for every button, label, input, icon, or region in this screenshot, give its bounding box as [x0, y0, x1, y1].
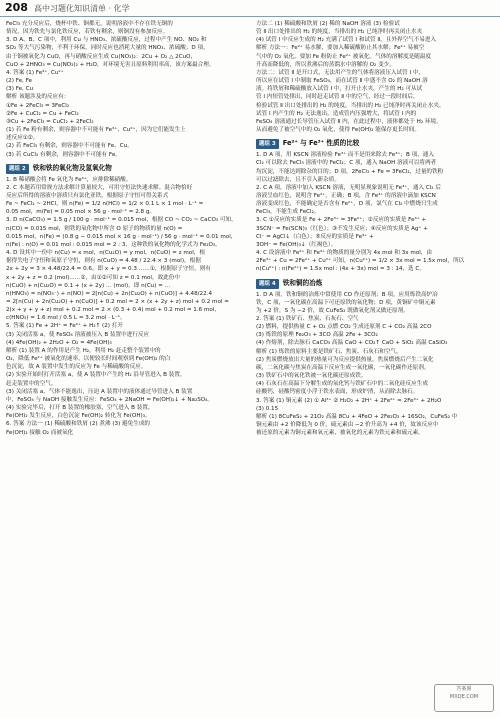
text-line: 情况，因为铁先与氯化铁反应，若铁有剩余，则铜没有参加反应。 [6, 29, 169, 36]
text-line: 气中的 O₂ 氧化，要加 Fe 粉防止 Fe²⁺ 被氧化。气体的溶解度是随温度 [256, 53, 432, 60]
text-line: 溶液变成红色，不能确定是否含有 Fe²⁺，D 项，氯气在 Cl₂ 中燃烧只生成 [256, 201, 438, 208]
text-line: n(Cu²⁺) : n(Fe²⁺) = 1.5x mol : (4x + 3x) mol = 3 : 14，选 C。 [256, 266, 425, 273]
text-line: ②Fe + CuCl₂ = Cu + FeCl₂ [6, 110, 79, 117]
text-line: 据得失电子守恒和氧原子守恒，则有 n(CuO) = 4.48 / 22.4 × 3 (mol)，根据 [6, 258, 201, 265]
text-line: 可以过滤除去，且不引入新杂质。 [256, 176, 340, 183]
text-line: (4) 石灰石在高温下分解生成的氧化钙与铁矿石中的二氧化硅反应生成 [256, 381, 428, 388]
text-line: 4. D 设其中一份中 n(Cu) = x mol，n(Cu₂O) = y mol，n(CuO) = z mol，根 [6, 250, 205, 257]
text-line: 0.015 mol，n(Fe) = (0.8 g − 0.015 mol × 16 g · mol⁻¹) / 56 g · mol⁻¹ = 0.01 mol， [6, 233, 237, 240]
page-number: 208 [5, 1, 28, 14]
text-line: 3SCN⁻ = Fe(SCN)₃（红色）；③不发生反应；④反应的实质是 Ag⁺ + [256, 225, 428, 232]
watermark-line-2: MXQE.COM [449, 694, 479, 700]
text-line: (2) 若 FeCl₃ 有剩余，则容器中不可能有 Fe、Cu。 [6, 143, 133, 150]
section-heading [6, 163, 244, 174]
text-line: (2) 实验开始时打开活塞 a，使 A 装置中产生的 H₂ 沿导管进入 B 装置， [6, 372, 186, 379]
section-heading [256, 138, 494, 149]
text-line: Fe(OH)₂ 发生反应，白色沉淀 Fe(OH)₂ 转化为 Fe(OH)₃。 [6, 413, 151, 420]
text-line: 升高而降低的，所以煮沸后的蒸馏水中溶解的 O₂ 变少。 [256, 61, 395, 68]
text-line: Cl₂ 可以除去 FeCl₃ 溶液中的 FeCl₂；C 项，通入 NaOH 溶液可以将两者 [256, 160, 437, 167]
text-line: c(HNO₃) = 1.6 mol / 0.5 L = 3.2 mol · L⁻¹。 [6, 315, 126, 322]
text-line: (2) 燃料，提供热量 C + O₂ 点燃 CO₂ 生成还原剂 C + CO₂ 高温 2CO [256, 324, 432, 331]
text-line: 从而避免了被空气中的 O₂ 氧化，使得 Fe(OH)₂ 能保存更长时间。 [256, 127, 420, 134]
text-line: 方法二 (1) 稀硫酸和铁屑 (2) 稀的 NaOH 溶液 (3) 检验试 [256, 21, 400, 27]
left-column [6, 20, 244, 437]
text-line: 1. D A 项，铁和铜的冶炼中常使用 CO 作还原剂；B 项，应用炼铁高炉冶 [256, 291, 438, 298]
text-line: (3) 0.15 [256, 405, 279, 412]
text-line: 4. 答案 (1) Fe³⁺, Cu²⁺ [6, 69, 64, 76]
text-line: 为 +2 价，S 为 −2 价，故 CuFeS₂ 既做氧化剂又做还原剂。 [256, 307, 409, 314]
text-line: 2(x + y + y + z) mol + 0.2 mol = 2 × (0.3 + 0.4) mol + 0.2 mol = 1.6 mol， [6, 307, 220, 314]
text-line: (4) 4Fe(OH)₂ + 2H₂O + O₂ = 4Fe(OH)₃ [6, 339, 112, 346]
text-line: Cl⁻ = AgCl↓（白色）；⑤反应的实质是 Fe³⁺ + [256, 233, 374, 240]
text-line: 管 Ⅰ 内短管处排出，同时赶走试管 Ⅱ 中的空气，经过一段时间后， [256, 94, 419, 101]
watermark-stamp [434, 684, 494, 712]
text-line: 所以应在试管 Ⅰ 中制取 FeSO₄，而在试管 Ⅱ 中盛不含 O₂ 的 NaOH 溶 [256, 78, 428, 85]
text-line: 3. 答案 (1) 铜元素 (2) ① Al³⁺ ② H₂O₂ + 2H⁺ + 2Fe²⁺ = 2Fe³⁺ + 2H₂O [256, 397, 442, 404]
section-title: 铁和铜的冶炼 [282, 278, 323, 287]
text-line: FeCl₃ 充分反应后，烧杯中铁、铜都无，说明溶液中不存在铁无铜的 [6, 21, 173, 27]
text-line: 由于铜被氧化为 CuO，再与硝酸反应生成 Cu(NO₃)₂：2Cu + O₂ △ 2CuO， [6, 53, 197, 60]
text-line: n(HNO₃) = n(NO₃⁻) + n(NO) = 2[n(Cu) + 2n(Cu₂O) + n(CuO)] + 4.48/22.4 [6, 290, 213, 297]
text-line: (2) 焦炭燃烧放出大量的热量可为反应提供热量，焦炭燃烧后产生二氧化 [256, 356, 434, 363]
text-line: (3) 关闭活塞 a，使 FeSO₄ 溶液被压入 B 装置中进行反应 [6, 331, 150, 338]
section-tag: 题组 2 [6, 164, 29, 174]
text-line: 5. 答案 (1) Fe + 2H⁺ = Fe²⁺ + H₂↑ (2) 打开 [6, 323, 123, 330]
text-line: n(Fe) : n(O) = 0.01 mol : 0.015 mol = 2 : 3，这种铁的氧化物的化学式为 Fe₂O₃。 [6, 241, 221, 248]
section-title: 铁和铁的氧化物及氢氧化物 [32, 163, 112, 172]
text-line: 溶液呈血红色，说明含 Fe²⁺，正确；B 项，含 Fe³⁺ 的溶液中滴加 KSCN [256, 192, 436, 199]
text-line: 3. D A、B、C 项中，利用 Cu 与 HNO₃、浓硫酸反应，过程中产生 NO、NO₂ 和 [6, 37, 207, 44]
text-line: 反应后所得的溶液中溶质只有氯化亚铁，根据原子守恒可得关系式 [6, 192, 169, 199]
text-line: n(CuO) + n(Cu₂O) = 0.1 + (x + 2y) … (mol)，即 n(Cu) = … [6, 282, 171, 289]
text-line: n(CO) = 0.015 mol，则铁的氧化物中所含 O 原子的物质的量 n(O) = [6, 225, 183, 232]
text-line: O₂，降低 Fe²⁺ 被氧化的速率，以便较长时间观察到 Fe(OH)₂ 的白 [6, 356, 171, 363]
text-line: 液。将铁屑和稀硫酸放入试管 Ⅰ 中，打开止水夹，产生的 H₂ 可从试 [256, 86, 423, 93]
text-line: 3. C ①反应的实质是 Fe + 2Fe³⁺ = 3Fe²⁺；②反应的实质是 Fe³⁺ + [256, 217, 427, 224]
text-line: 3. D n(CaCO₃) = 1.5 g / 100 g · mol⁻¹ = 0.015 mol，根据 CO ~ CO₂ ~ CaCO₃ 可知， [6, 217, 237, 224]
watermark-line-1: 答案圈 [456, 686, 472, 692]
text-line: 解析 (1) 8CuFeS₂ + 21O₂ 高温 8Cu + 4FeO + 2Fe₂O₃ + 16SO₂，CuFeS₂ 中 [256, 413, 458, 420]
book-title: 高中习题化知识清单 · 化学 [34, 4, 130, 13]
text-line: (1) 若 Fe 粉有剩余，则容器中不可能有 Fe³⁺、Cu²⁺，因为它们能发生上 [6, 127, 186, 134]
text-line: 述反应①②。 [6, 135, 39, 142]
text-line: 2Fe³⁺ + Cu = 2Fe²⁺ + Cu²⁺ 可知，n(Cu²⁺) = 1/2 × 3x mol = 1.5x mol，所以 [256, 258, 465, 265]
section-heading [256, 278, 494, 289]
text-line: 1. D A 项，用 KSCN 溶液检验 Fe³⁺ 而不是用来除去 Fe³⁺；B 项，通入 [256, 152, 434, 159]
text-line: FeSO₄ 溶液通过长导管压入试管 Ⅱ 内，在此过程中，液体都处于 H₂ 环境， [256, 118, 442, 125]
text-line: (3) 炼铁的原理 Fe₂O₃ + 3CO 高温 2Fe + 3CO₂ [256, 332, 378, 339]
text-line: 2. 答案 (1) 铁矿石、焦炭、石灰石、空气 [256, 316, 359, 322]
right-column [256, 20, 494, 437]
text-line: (4) 试管 Ⅰ 中反应生成的 H₂ 充满了试管 Ⅰ 和试管 Ⅱ，且外界空气不易进入 [256, 37, 437, 44]
text-line: (3) 铁矿石中的氧化铁被一氧化碳还原成铁。 [256, 373, 367, 380]
text-line: 铜元素由 +2 价降低为 0 价，硫元素由 −2 价升高为 +4 价，故该反应中 [256, 422, 439, 429]
text-line: 均沉淀，不能达到除杂的目的；D 项，2FeCl₃ + Fe = 3FeCl₂，过量的铁粉 [256, 168, 444, 175]
text-line: x + 2y + z = 0.2 (mol)……②，由①②可知 z = 0.1 mol，故此份中 [6, 274, 180, 281]
text-line: 碳，二氧化碳与焦炭在高温下反应生成一氧化碳，一氧化碳作还原剂。 [256, 364, 430, 371]
text-line: FeCl₃，不能生成 FeCl₂。 [256, 209, 320, 216]
section-tag: 题组 3 [256, 139, 279, 149]
text-line: 4. C 设溶液中 Fe²⁺ 和 Fe³⁺ 的物质的量分别为 4x mol 和 3x mol，由 [256, 250, 432, 257]
text-line: 铁，C 项，一氧化碳在高温下可还原铁的氧化物；D 项，黄铜矿中铜元素 [256, 299, 436, 306]
text-line: (3) 若 CuCl₂ 有剩余，则容器中不可能有 Fe。 [6, 151, 121, 158]
text-line: (3) 关闭活塞 a，气体不能逸出，压迫 A 装置中的液体通过导管进入 B 装置 [6, 388, 193, 395]
text-line: (4) 作熔剂，除去脉石 CaCO₃ 高温 CaO + CO₂↑ CaO + SiO₂ 高温 CaSiO₃ [256, 340, 448, 347]
text-line: 解析 该题涉及的反应有： [6, 94, 70, 101]
text-line: 色沉淀，故 A 装置中发生的反应为 Fe 与稀硫酸的反应。 [6, 364, 147, 371]
text-line: (4) 实验完毕后，打开 B 装置的橡胶塞，空气进入 B 装置， [6, 405, 154, 412]
text-line: 6. 答案 方法一 (1) 稀硫酸和铁屑 (2) 煮沸 (3) 避免生成的 [6, 421, 151, 428]
text-line: 解析 方法一：Fe²⁺ 易水解，要加入稀硫酸防止其水解；Fe²⁺ 易被空 [256, 45, 425, 52]
section-tag: 题组 4 [256, 279, 279, 289]
text-line: 检验试管 Ⅱ 出口处排出的 H₂ 的纯度，当排出的 H₂ 已纯净时再关闭止水夹， [256, 102, 445, 109]
section-title: Fe²⁺ 与 Fe³⁺ 性质的比较 [282, 139, 360, 148]
text-line: ①Fe + 2FeCl₃ = 3FeCl₂ [6, 102, 70, 109]
text-line: 试管 Ⅰ 内产生的 H₂ 无法逸出，造成管内压强增大，将试管 Ⅰ 内的 [256, 110, 417, 117]
text-line: (2) Fe, Fe [6, 78, 32, 85]
text-line: (3) Fe, Cu [6, 86, 34, 93]
text-line: 方法二：试管 Ⅱ 是开口式，无法用产生的气体将溶液压入试管 Ⅰ 中， [256, 69, 425, 76]
text-line: 赶走装置中的空气。 [6, 380, 57, 387]
text-line: = 2[n(Cu) + 2n(Cu₂O) + n(CuO)] + 0.2 mol = 2 × (x + 2y + z) mol + 0.2 mol = [6, 299, 229, 305]
text-line: 3OH⁻ = Fe(OH)₃↓（红褐色）。 [256, 241, 337, 248]
text-line: 管 Ⅱ 出口处排出的 H₂ 的纯度，当排出的 H₂ 已纯净时再关闭止水夹 [256, 29, 423, 36]
text-line: 解析 (1) 炼铁的原料主要是铁矿石、焦炭、石灰石和空气。 [256, 348, 402, 355]
text-line: 2x + 2y = 3 × 4.48/22.4 = 0.6，即 x + y = 0.3 ……①，根据原子守恒，则有 [6, 266, 211, 273]
text-line: SO₂ 等大气污染物，不利于环保，同时反应也消耗大量的 HNO₃、浓硫酸；D 项， [6, 45, 209, 52]
text-line: 1. B 稀硝酸会将 Fe 氧化为 Fe³⁺，应排除稀硝酸。 [6, 176, 132, 183]
text-line: 被还原的元素为铜元素和氧元素，被氧化的元素为铁元素和硫元素。 [256, 430, 424, 437]
text-line: 2. C A 项，溶液中加入 KSCN 溶液，无明显现象说明无 Fe³⁺，通入 Cl₂ 后 [256, 184, 441, 191]
page-header [0, 0, 500, 17]
text-line: Fe ~ FeCl₂ ~ 2HCl，则 n(Fe) = 1/2 n(HCl) = 1/2 × 0.1 L × 1 mol · L⁻¹ = [6, 201, 204, 208]
text-line: 0.05 mol，m(Fe) = 0.05 mol × 56 g · mol⁻¹ = 2.8 g。 [6, 209, 156, 216]
text-line: 硅酸钙，硅酸钙密度小浮于铁水表面，形成炉渣，从而除去脉石。 [256, 389, 419, 396]
text-line: 解析 (1) 装置 A 的作用是产生 H₂，利用 H₂ 赶走整个装置中的 [6, 347, 161, 354]
text-line: CuO + 2HNO₃ = Cu(NO₃)₂ + H₂O，对环境无害且原料利用率高，该方案最合理。 [6, 61, 215, 68]
text-line: ③Cu + 2FeCl₃ = CuCl₂ + 2FeCl₂ [6, 118, 94, 125]
text-line: 2. C 本题若用常规方法求解计算量较大，可用守恒法快速求解。混合物恰好 [6, 184, 193, 191]
text-line: 中，FeSO₄ 与 NaOH 接触发生反应：FeSO₄ + 2NaOH = Fe(OH)₂↓ + Na₂SO₄。 [6, 396, 214, 403]
text-line: Fe(OH)₂ 接触 O₂ 而被氧化 [6, 429, 74, 436]
